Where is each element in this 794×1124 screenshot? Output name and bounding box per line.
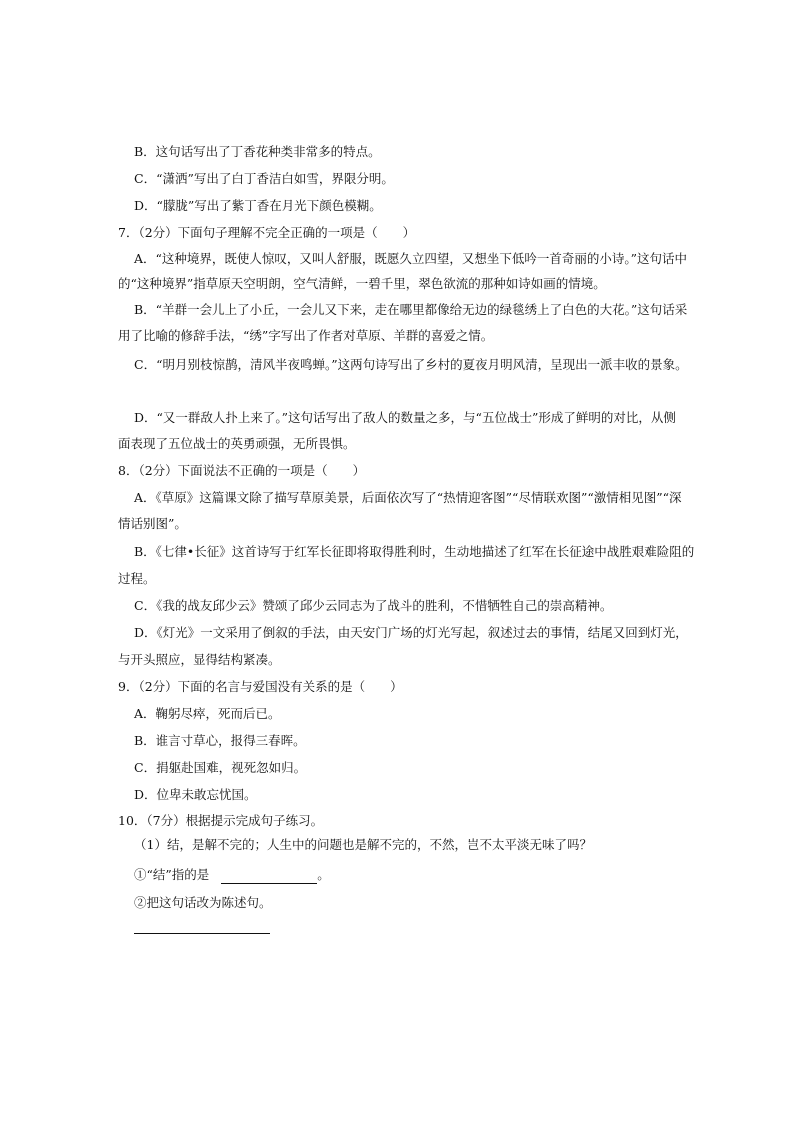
q8-option-b-cont: 过程。 — [118, 571, 156, 586]
q7-option-d-cont: 面表现了五位战士的英勇顽强，无所畏惧。 — [118, 436, 356, 451]
q7-option-c: C．“明月别枝惊鹊，清风半夜鸣蝉。”这两句诗写出了乡村的夏夜月明风清，呈现出一派丰收的景象。 — [134, 357, 688, 372]
q8-option-a-cont: 情话别图”。 — [118, 516, 187, 531]
q10-stem: 10．（7分）根据提示完成句子练习。 — [118, 813, 324, 828]
q9-option-a: A．鞠躬尽瘁，死而后已。 — [134, 706, 281, 721]
q7-option-b-cont: 用了比喻的修辞手法，“绣”字写出了作者对草原、羊群的喜爱之情。 — [118, 328, 494, 343]
answer-blank-1[interactable] — [221, 883, 317, 884]
q9-option-d: D．位卑未敢忘忧国。 — [134, 787, 257, 802]
q10-sub-1: （1）结，是解不完的；人生中的问题也是解不完的，不然，岂不太平淡无味了吗？ — [134, 837, 592, 852]
q7-option-a: A．“这种境界，既使人惊叹，又叫人舒服，既愿久立四望，又想坐下低吟一首奇丽的小诗。”这句话中 — [134, 251, 688, 266]
q8-option-d: D．《灯光》一文采用了倒叙的手法，由天安门广场的灯光写起，叙述过去的事情，结尾又回到灯光， — [134, 625, 688, 640]
q7-option-d: D．“又一群敌人扑上来了。”这句话写出了敌人的数量之多，与“五位战士”形成了鲜明的对比，从侧 — [134, 410, 676, 425]
q8-option-a: A．《草原》这篇课文除了描写草原美景，后面依次写了“热情迎客图”“尽情联欢图”“激情相见图”“深 — [134, 490, 682, 505]
q10-item-1-suffix: 。 — [317, 867, 330, 882]
q6-option-d: D．“朦胧”写出了紫丁香在月光下颜色模糊。 — [134, 198, 382, 213]
q7-option-b: B．“羊群一会儿上了小丘，一会儿又下来，走在哪里都像给无边的绿毯绣上了白色的大花。”这句话采 — [134, 302, 688, 317]
q7-stem: 7．（2分）下面句子理解不完全正确的一项是（ ） — [118, 225, 416, 240]
q9-option-c: C．捐躯赴国难，视死忽如归。 — [134, 760, 307, 775]
q9-stem: 9．（2分）下面的名言与爱国没有关系的是（ ） — [118, 679, 403, 694]
answer-line-2[interactable] — [134, 933, 270, 934]
q8-option-d-cont: 与开头照应，显得结构紧凑。 — [118, 652, 281, 667]
q6-option-c: C．“潇洒”写出了白丁香洁白如雪，界限分明。 — [134, 171, 394, 186]
q8-option-b: B．《七律•长征》这首诗写于红军长征即将取得胜利时，生动地描述了红军在长征途中战胜艰难险阻的 — [134, 544, 695, 559]
q10-item-1 — [134, 866, 330, 884]
q8-option-c: C．《我的战友邱少云》赞颂了邱少云同志为了战斗的胜利，不惜牺牲自己的崇高精神。 — [134, 598, 613, 613]
q9-option-b: B．谁言寸草心，报得三春晖。 — [134, 733, 306, 748]
q8-stem: 8．（2分）下面说法不正确的一项是（ ） — [118, 463, 366, 478]
q7-option-a-cont: 的“这种境界”指草原天空明朗，空气清鲜，一碧千里，翠色欲流的那种如诗如画的情境。 — [118, 276, 606, 291]
q10-item-2: ②把这句话改为陈述句。 — [134, 895, 272, 910]
q10-item-1-prefix: ①“结”指的是 — [134, 867, 210, 882]
q6-option-b: B．这句话写出了丁香花种类非常多的特点。 — [134, 144, 381, 159]
